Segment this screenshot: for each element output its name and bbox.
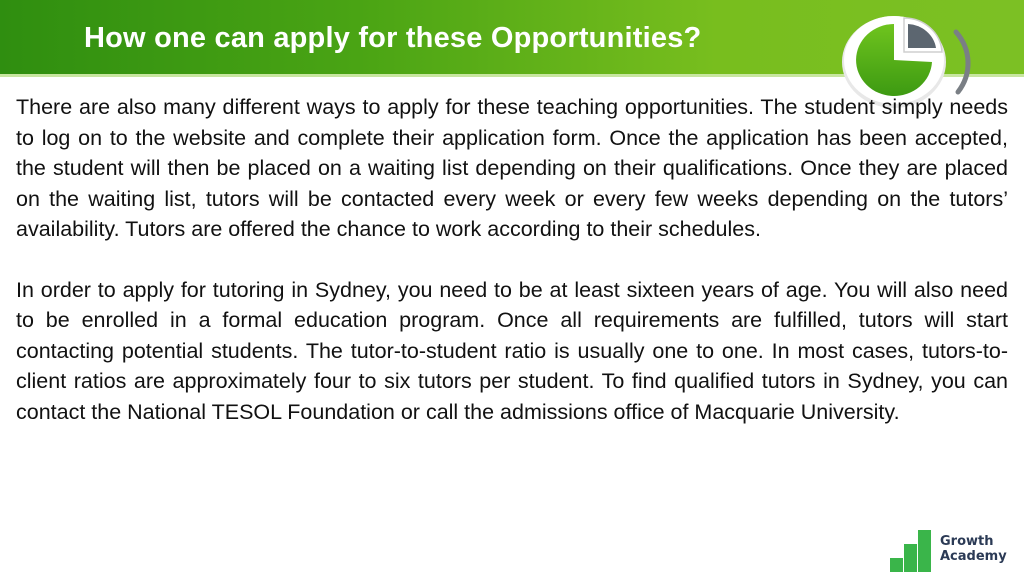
bar-steps-icon <box>890 528 934 572</box>
paragraph-requirements: In order to apply for tutoring in Sydney, you need to be at least sixteen years of age. You will also need to be enrolled in a formal education program. Once all requirements are fulfilled, tutors will start contacting potential students. The tutor-to-student ratio is usually one to one. In most cases, tutors-to-client ratios are approximately four to six tutors per student. To find qualified tutors in Sydney, you can contact the National TESOL Foundation or call the admissions office of Macquarie University. <box>16 277 1008 424</box>
paragraph-application-process: There are also many different ways to apply for these teaching opportunities. The student simply needs to log on to the website and complete their application form. Once the application has been accepted, the student will then be placed on a waiting list depending on their qualifications. Once they are placed on the waiting list, tutors will be contacted every week or every few weeks depending on the tutors’ availability. Tutors are offered the chance to work according to their schedules. <box>16 95 1008 241</box>
growth-academy-logo <box>890 528 1020 572</box>
body-text <box>16 92 1008 457</box>
brand-name-line2: Academy <box>940 549 1007 564</box>
brand-name <box>940 534 1020 564</box>
slide-title: How one can apply for these Opportunities? <box>84 22 702 54</box>
brand-name-line1: Growth <box>940 534 994 549</box>
